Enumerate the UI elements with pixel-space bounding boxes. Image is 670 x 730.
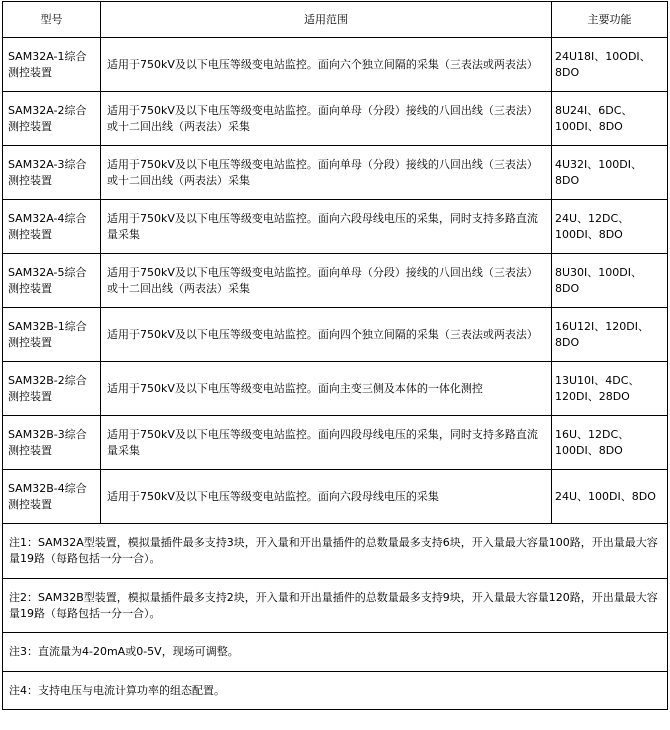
scope-cell: 适用于750kV及以下电压等级变电站监控。面向主变三侧及本体的一体化测控 xyxy=(101,362,552,416)
header-row xyxy=(3,2,668,38)
note-3: 注3：直流量为4-20mA或0-5V，现场可调整。 xyxy=(3,633,668,672)
function-cell: 24U18I、10ODI、8DO xyxy=(552,38,668,92)
note-2: 注2：SAM32B型装置，模拟量插件最多支持2块，开入量和开出量插件的总数量最多支持9块，开入量最大容量120路，开出量最大容量19路（每路包括一分一合）。 xyxy=(3,579,668,633)
note-row xyxy=(3,672,668,710)
function-cell: 16U12I、120DI、8DO xyxy=(552,308,668,362)
model-cell: SAM32A-1综合测控装置 xyxy=(3,38,101,92)
table-row xyxy=(3,470,668,524)
model-cell: SAM32A-2综合测控装置 xyxy=(3,92,101,146)
note-1: 注1：SAM32A型装置，模拟量插件最多支持3块，开入量和开出量插件的总数量最多支持6块，开入量最大容量100路，开出量最大容量19路（每路包括一分一合）。 xyxy=(3,524,668,579)
model-cell: SAM32B-4综合测控装置 xyxy=(3,470,101,524)
note-row xyxy=(3,579,668,633)
note-row xyxy=(3,633,668,672)
function-cell: 13U10I、4DC、120DI、28DO xyxy=(552,362,668,416)
function-cell: 8U30I、100DI、8DO xyxy=(552,254,668,308)
spec-table xyxy=(2,1,668,710)
model-cell: SAM32A-4综合测控装置 xyxy=(3,200,101,254)
scope-cell: 适用于750kV及以下电压等级变电站监控。面向单母（分段）接线的八回出线（三表法）或十二回出线（两表法）采集 xyxy=(101,254,552,308)
scope-cell: 适用于750kV及以下电压等级变电站监控。面向六段母线电压的采集，同时支持多路直流量采集 xyxy=(101,200,552,254)
scope-cell: 适用于750kV及以下电压等级变电站监控。面向四段母线电压的采集，同时支持多路直流量采集 xyxy=(101,416,552,470)
table-row xyxy=(3,362,668,416)
scope-cell: 适用于750kV及以下电压等级变电站监控。面向单母（分段）接线的八回出线（三表法）或十二回出线（两表法）采集 xyxy=(101,92,552,146)
function-cell: 24U、12DC、100DI、8DO xyxy=(552,200,668,254)
scope-cell: 适用于750kV及以下电压等级变电站监控。面向单母（分段）接线的八回出线（三表法）或十二回出线（两表法）采集 xyxy=(101,146,552,200)
function-cell: 8U24I、6DC、100DI、8DO xyxy=(552,92,668,146)
note-4: 注4：支持电压与电流计算功率的组态配置。 xyxy=(3,672,668,710)
model-cell: SAM32A-3综合测控装置 xyxy=(3,146,101,200)
table-row xyxy=(3,254,668,308)
model-cell: SAM32B-1综合测控装置 xyxy=(3,308,101,362)
table-row xyxy=(3,38,668,92)
note-row xyxy=(3,524,668,579)
header-scope: 适用范围 xyxy=(101,2,552,38)
model-cell: SAM32A-5综合测控装置 xyxy=(3,254,101,308)
function-cell: 24U、100DI、8DO xyxy=(552,470,668,524)
scope-cell: 适用于750kV及以下电压等级变电站监控。面向六个独立间隔的采集（三表法或两表法） xyxy=(101,38,552,92)
function-cell: 16U、12DC、100DI、8DO xyxy=(552,416,668,470)
header-model: 型号 xyxy=(3,2,101,38)
table-row xyxy=(3,146,668,200)
table-row xyxy=(3,92,668,146)
model-cell: SAM32B-2综合测控装置 xyxy=(3,362,101,416)
table-row xyxy=(3,416,668,470)
scope-cell: 适用于750kV及以下电压等级变电站监控。面向四个独立间隔的采集（三表法或两表法） xyxy=(101,308,552,362)
model-cell: SAM32B-3综合测控装置 xyxy=(3,416,101,470)
scope-cell: 适用于750kV及以下电压等级变电站监控。面向六段母线电压的采集 xyxy=(101,470,552,524)
header-function: 主要功能 xyxy=(552,2,668,38)
table-row xyxy=(3,200,668,254)
function-cell: 4U32I、100DI、8DO xyxy=(552,146,668,200)
table-row xyxy=(3,308,668,362)
